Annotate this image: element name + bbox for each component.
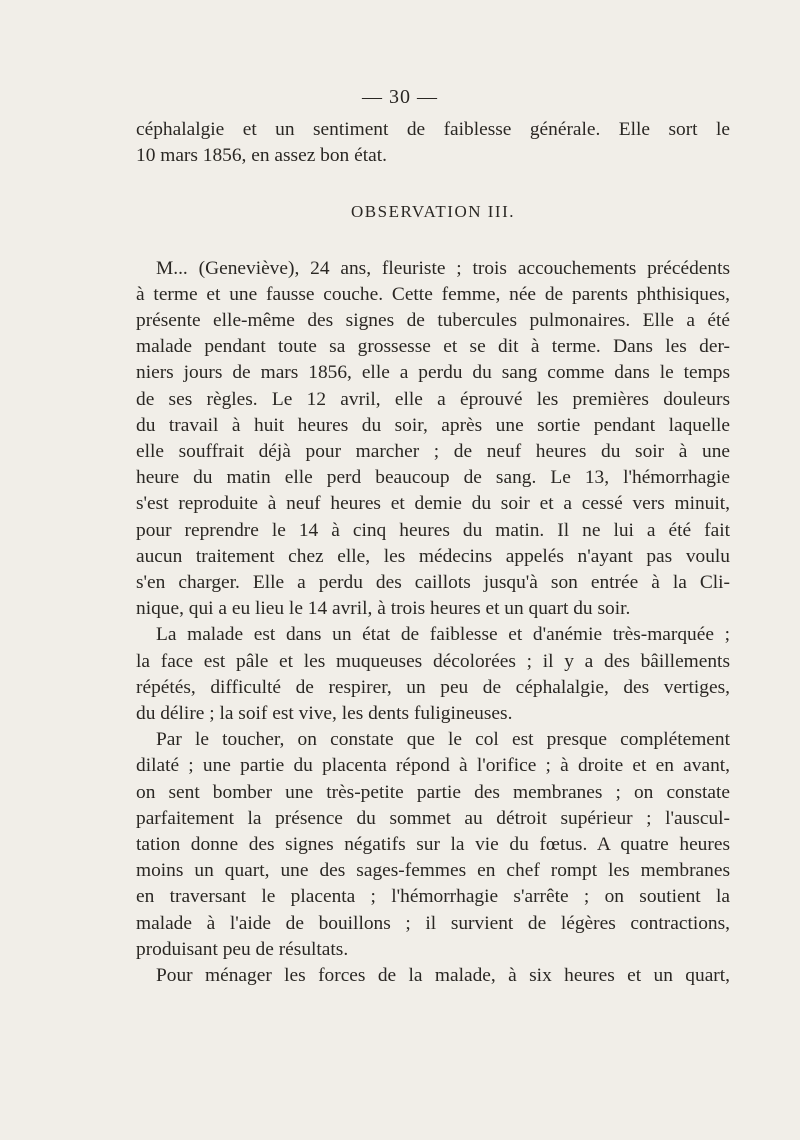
text-line: malade pendant toute sa grossesse et se dit à terme. Dans les der- xyxy=(136,336,730,358)
text-line: présente elle-même des signes de tubercules pulmonaires. Elle a été xyxy=(136,310,730,332)
text-line: 10 mars 1856, en assez bon état. xyxy=(136,145,387,167)
text-line: pour reprendre le 14 à cinq heures du matin. Il ne lui a été fait xyxy=(136,519,730,541)
text-line: à terme et une fausse couche. Cette femme, née de parents phthisiques, xyxy=(136,283,730,305)
text-line: tation donne des signes négatifs sur la vie du fœtus. A quatre heures xyxy=(136,834,730,856)
text-line: malade à l'aide de bouillons ; il survient de légères contractions, xyxy=(136,912,730,934)
observation-heading: OBSERVATION III. xyxy=(351,202,515,222)
body-text xyxy=(136,117,730,989)
text-line: Par le toucher, on constate que le col est presque complétement xyxy=(156,729,730,751)
text-line: du délire ; la soif est vive, les dents fuligineuses. xyxy=(136,703,513,725)
text-line: aucun traitement chez elle, les médecins appelés n'ayant pas voulu xyxy=(136,545,730,567)
text-line: céphalalgie et un sentiment de faiblesse générale. Elle sort le xyxy=(136,119,730,140)
text-line: de ses règles. Le 12 avril, elle a éprouvé les premières douleurs xyxy=(136,388,730,410)
text-line: s'est reproduite à neuf heures et demie du soir et a cessé vers minuit, xyxy=(136,493,730,515)
text-line: moins un quart, une des sages-femmes en chef rompt les membranes xyxy=(136,860,730,882)
text-line: M... (Geneviève), 24 ans, fleuriste ; trois accouchements précédents xyxy=(156,257,730,279)
text-line: la face est pâle et les muqueuses décolorées ; il y a des bâillements xyxy=(136,650,730,672)
text-line: répétés, difficulté de respirer, un peu de céphalalgie, des vertiges, xyxy=(136,676,730,698)
text-line: heure du matin elle perd beaucoup de sang. Le 13, l'hémorrhagie xyxy=(136,467,730,489)
text-line: niers jours de mars 1856, elle a perdu du sang comme dans le temps xyxy=(136,362,730,384)
text-line: elle souffrait déjà pour marcher ; de neuf heures du soir à une xyxy=(136,441,730,463)
text-line: Pour ménager les forces de la malade, à six heures et un quart, xyxy=(156,965,730,987)
text-line: dilaté ; une partie du placenta répond à l'orifice ; à droite et en avant, xyxy=(136,755,730,777)
text-line: nique, qui a eu lieu le 14 avril, à trois heures et un quart du soir. xyxy=(136,598,631,620)
text-line: parfaitement la présence du sommet au détroit supérieur ; l'auscul- xyxy=(136,807,730,829)
text-line: La malade est dans un état de faiblesse et d'anémie très-marquée ; xyxy=(156,624,730,646)
text-line: produisant peu de résultats. xyxy=(136,938,349,960)
text-line: s'en charger. Elle a perdu des caillots jusqu'à son entrée à la Cli- xyxy=(136,572,730,594)
text-line: on sent bomber une très-petite partie des membranes ; on constate xyxy=(136,781,730,803)
text-line: en traversant le placenta ; l'hémorrhagie s'arrête ; on soutient la xyxy=(136,886,730,908)
text-line: du travail à huit heures du soir, après une sortie pendant laquelle xyxy=(136,414,730,436)
page-number: — 30 — xyxy=(362,86,438,108)
